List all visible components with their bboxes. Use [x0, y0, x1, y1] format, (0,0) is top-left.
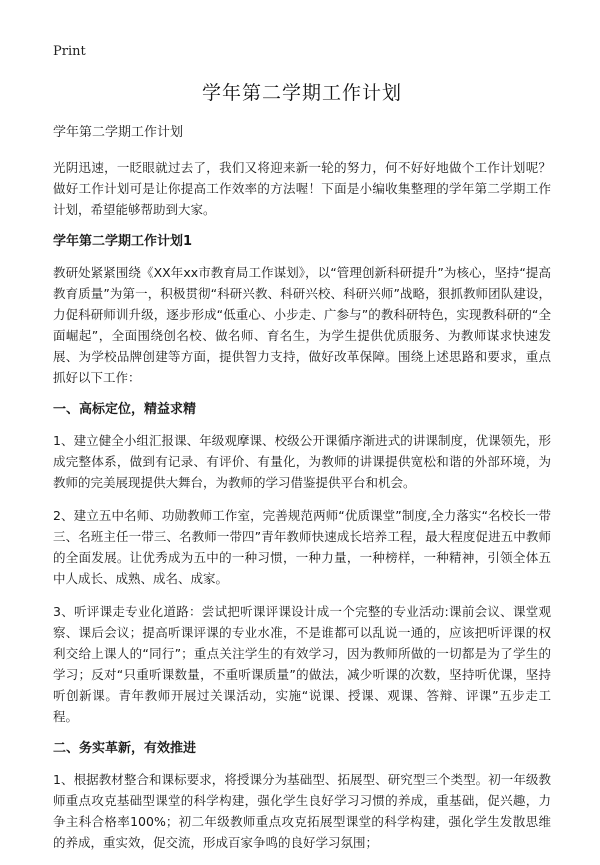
section1-item-3: 3、听评课走专业化道路：尝试把听课评课设计成一个完整的专业活动:课前会议、课堂观察、课后会议；提高听课评课的专业水准，不是谁都可以乱说一通的，应该把听评课的权利交给上课人的“同行”；重点关注学生的有效学习，因为教师所做的一切都是为了学生的学习；反对“只重听课数量，不重听课质量”的做法，减少听课的次数，坚持听优课，坚持听创新课。青年教师开展过关课活动，实施“说课、授课、观课、答辩、评课”五步走工程。 [53, 604, 551, 724]
section1-heading: 一、高标定位，精益求精 [53, 402, 197, 417]
section1-item-1: 1、建立健全小组汇报课、年级观摩课、校级公开课循序渐进式的讲课制度，优课领先，形成完整体系，做到有记录、有评价、有量化，为教师的讲课提供宽松和谐的外部环境，为教师的完美展现提供大舞台，为教师的学习借鉴提供平台和机会。 [53, 433, 551, 490]
document-title: 学年第二学期工作计划 [201, 82, 402, 104]
plan1-paragraph: 教研处紧紧围绕《XX年xx市教育局工作谋划》，以“管理创新科研提升”为核心，坚持“提高教育质量”为第一，积极贯彻“科研兴教、科研兴校、科研兴师”战略，狠抓教师团队建设，力促科研师训升级，逐步形成“低重心、小步走、广参与”的教科研特色，实现教科研的“全面崛起”，全面围绕创名校、做名师、育名生，为学生提供优质服务、为教师谋求快速发展、为学校品牌创建等方面，提供智力支持，做好改革保障。围绕上述思路和要求，重点抓好以下工作： [53, 265, 551, 385]
document-subtitle: 学年第二学期工作计划 [53, 125, 184, 140]
intro-paragraph: 光阴迅速，一眨眼就过去了，我们又将迎来新一轮的努力，何不好好地做个工作计划呢？做好工作计划可是让你提高工作效率的方法喔！下面是小编收集整理的学年第二学期工作计划，希望能够帮助到大家。 [53, 160, 551, 217]
document-body [53, 78, 551, 865]
section2-heading: 二、务实革新，有效推进 [53, 741, 197, 756]
plan1-heading: 学年第二学期工作计划1 [53, 234, 193, 249]
print-link[interactable]: Print [53, 44, 86, 59]
section2-item-1: 1、根据教材整合和课标要求，将授课分为基础型、拓展型、研究型三个类型。初一年级教师重点攻克基础型课堂的科学构建，强化学生良好学习习惯的养成，重基础，促兴趣，力争主科合格率100%；初二年级教师重点攻克拓展型课堂的科学构建，强化学生发散思维的养成，重实效，促交流，形成百家争鸣的良好学习氛围； [53, 772, 551, 850]
section1-item-2: 2、建立五中名师、功勋教师工作室，完善规范两师“优质课堂”制度,全力落实“名校长一带三、名班主任一带三、名教师一带四”青年教师快速成长培养工程，最大程度促进五中教师的全面发展。让优秀成为五中的一种习惯，一种力量，一种榜样，一种精神，引领全体五中人成长、成熟、成名、成家。 [53, 508, 551, 586]
